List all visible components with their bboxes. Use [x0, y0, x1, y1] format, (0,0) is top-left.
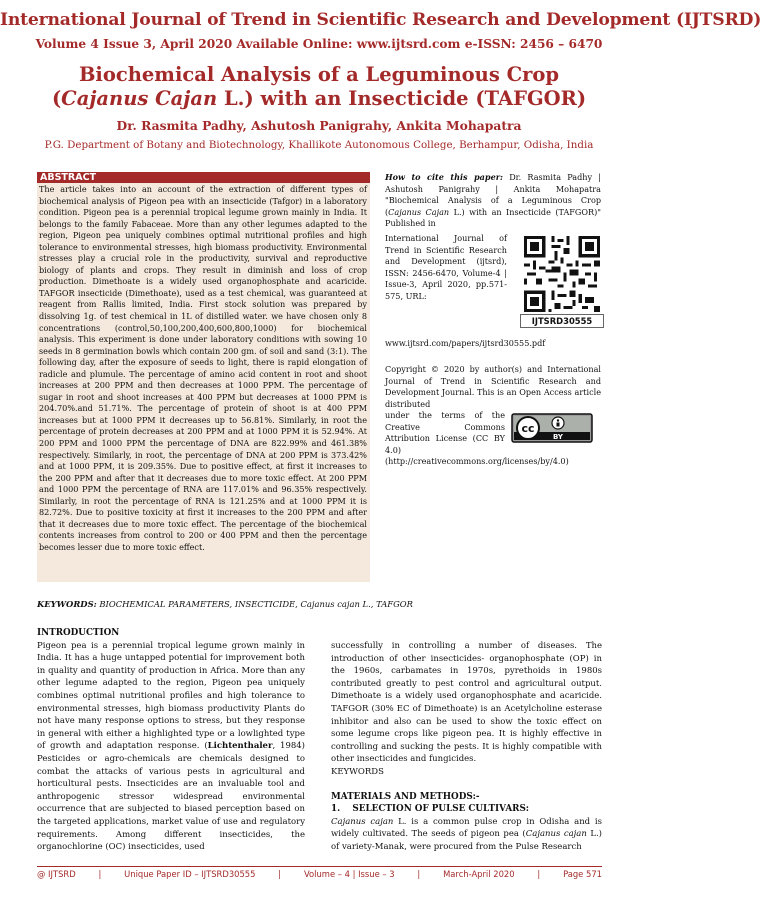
- intro-text-1: Pigeon pea is a perennial tropical legume grown mainly in India. It has a huge untapped potential for improvement both in quality and quantity of production in Africa. More than any other legume adapted to the region, Pigeon pea uniquely combines optimal nutritional profiles and high tolerance to environmental stresses, high biomass productivity Plants do not have many response options to stress, but they response in general with either a highlighted type or a lowlighted type of growth and adaptation response. (: [37, 640, 305, 752]
- methods-subheading: 1. SELECTION OF PULSE CULTIVARS:: [331, 804, 530, 815]
- intro-cite-name: Lichtenthaler: [207, 741, 273, 752]
- title-rest: L.) with an Insecticide (TAFGOR): [217, 87, 587, 110]
- footer-sep: |: [417, 869, 421, 879]
- methods-species-2: Cajanus cajan: [525, 829, 587, 840]
- introduction-heading: INTRODUCTION: [37, 628, 120, 638]
- paper-title: [0, 63, 638, 111]
- citation-details: International Journal of Trend in Scientific Research and Development (ijtsrd), ISSN: 2456-6470, Volume-4 | Issue-3, April 2020, pp.571-575, URL:: [385, 233, 507, 301]
- citation-label: How to cite this paper:: [385, 172, 503, 182]
- abstract-text: The article takes into an account of the extraction of different types of biochemical analysis of Pigeon pea with an insecticide (Tafgor) in a laboratory condition. Pigeon pea is a perennial tropical legume grown mainly in India. It belongs to the family Fabaceae. More than any other legumes adapted to the region, Pigeon pea uniquely combines optimal nutritional profiles and high tolerance to environmental stresses, high biomass productivity. Environmental stresses play a crucial role in the productivity, survival and reproductive biology of plants and crops. They result in diminish and loss of crop production. Dimethoate is a widely used organophosphate and acaricide. TAFGOR insecticide (Dimethoate), used as a test chemical, was guaranteed at reagent from Rallis limited, India. First stock solution was prepared by dissolving 1g. of test chemical in 1L of distilled water. we have chosen only 8 concentrations (control,50,100,200,400,600,800,1000) for biochemical analysis. This experiment is done under laboratory conditions with sowing 10 seeds in 8 germination bowls which contain 200 gm. of soil and sand (3:1). The following day, after the exposure of seeds to light, there is rapid elongation of radicle and plumule. The percentage of amino acid content in root and shoot increases at 200 PPM and then decreases at 1000 PPM. The percentage of sugar in root and shoot increases at 400 PPM but decreases at 1000 PPM is 204.70%.and 51.71%. The percentage of protein of shoot is at 400 PPM increases but at 1000 PPM it decreases up to 56.81%. Similarly, in root the percentage of protein decreases at 200 PPM and at 1000 PPM it is 52.94%. At 200 PPM and 1000 PPM the percentage of DNA are 822.99% and 461.38% respectively. Similarly, in root, the percentage of DNA at 200 PPM is 373.42% and at 1000 PPM, it is 209.35%. Due to positive effect, at first it increases to the 200 PPM and after that it decreases due to more toxic effect. At 200 PPM and 1000 PPM the percentage of RNA are 117.01% and 96.35% respectively. Similarly, in root the percentage of RNA is 121.25% and at 1000 PPM it is 82.72%. Due to positive toxicity at first it increases to the 200 PPM and after that it decreases due to more toxic effect. The percentage of the biochemical contents increases from control to 200 or 400 PPM and then the percentage becomes lesser due to more toxic effect.: [39, 184, 367, 552]
- license-terms: under the terms of the Creative Commons Attribution License (CC BY 4.0): [385, 410, 505, 455]
- citation-authors: Dr. Rasmita Padhy | Ashutosh Panigrahy | Ankita Mohapatra "Biochemical Analysis of a Leguminous Crop (: [385, 172, 601, 217]
- footer-divider: [37, 866, 602, 867]
- abstract-box: [37, 172, 370, 582]
- title-open-paren: (: [51, 87, 62, 110]
- abstract-heading: ABSTRACT: [37, 172, 370, 183]
- copyright-text: Copyright © 2020 by author(s) and International Journal of Trend in Scientific Research and Development Journal. This is an Open Access article distributed: [385, 364, 601, 409]
- title-species: Cajanus Cajan: [61, 87, 218, 110]
- citation-species: Cajanus Cajan: [388, 206, 450, 217]
- cc-badge-text: cc: [521, 422, 535, 435]
- introduction-paragraph: [37, 640, 305, 854]
- citation-intro: [385, 172, 601, 230]
- introduction-column: [37, 627, 305, 854]
- footer: [37, 869, 602, 879]
- qr-code-icon: [524, 236, 600, 312]
- keywords-text: BIOCHEMICAL PARAMETERS, INSECTICIDE, Cajanus cajan L., TAFGOR: [96, 599, 413, 609]
- footer-page: Page 571: [563, 869, 602, 879]
- footer-sep: |: [278, 869, 282, 879]
- right-column: [331, 640, 602, 854]
- footer-paper-id: Unique Paper ID – IJTSRD30555: [124, 869, 256, 879]
- paper-title-line1: Biochemical Analysis of a Leguminous Crop: [78, 63, 560, 86]
- paper-id-badge: IJTSRD30555: [520, 314, 604, 328]
- citation-url[interactable]: www.ijtsrd.com/papers/ijtsrd30555.pdf: [385, 338, 546, 348]
- methods-heading: MATERIALS AND METHODS:-: [331, 791, 480, 802]
- footer-date: March-April 2020: [443, 869, 515, 879]
- license-url[interactable]: (http://creativecommons.org/licenses/by/4.0): [385, 456, 569, 466]
- spacer: [331, 779, 602, 791]
- footer-journal: @ IJTSRD: [37, 869, 76, 879]
- methods-text-2: L.) of variety-Manak, were procured from the Pulse Research: [331, 829, 603, 852]
- methods-paragraph: [331, 816, 602, 854]
- journal-title: International Journal of Trend in Scientific Research and Development (IJTSRD): [0, 10, 761, 30]
- methods-text-1: L. is a common pulse crop in Odisha and is widely cultivated. The seeds of pigeon pea (: [331, 816, 602, 840]
- keywords: [37, 599, 602, 611]
- authors: Dr. Rasmita Padhy, Ashutosh Panigrahy, Ankita Mohapatra: [116, 118, 522, 133]
- intro-keywords-word: KEYWORDS: [331, 766, 384, 777]
- citation-rest: L.) with an Insecticide (TAFGOR)" Published in: [385, 206, 601, 229]
- affiliation: P.G. Department of Botany and Biotechnology, Khallikote Autonomous College, Berhampur, Odisha, India: [44, 139, 594, 151]
- by-badge-text: BY: [552, 433, 564, 441]
- footer-sep: |: [98, 869, 102, 879]
- intro-text-2: , 1984) Pesticides or agro-chemicals are chemicals designed to combat the attacks of various pests in agricultural and horticultural pests. Insecticides are an invaluable tool and anthropogenic stressor widespread environmental occurrence that are subjected to biased perception based on the targeted applications, market value of use and regulatory requirements. Among different insecticides, the organochlorine (OC) insecticides, used: [37, 741, 305, 853]
- cc-by-license-icon: [512, 414, 592, 442]
- methods-species: Cajanus cajan: [331, 816, 394, 827]
- keywords-label: KEYWORDS:: [37, 599, 97, 609]
- footer-sep: |: [537, 869, 541, 879]
- paper-title-line2: [0, 87, 638, 111]
- intro-continued: successfully in controlling a number of diseases. The introduction of other insecticides- organophosphate (OP) in the 1960s, carbamates in 1970s, pyrethoids in 1980s contributed greatly to pest control and agricultural output. Dimethoate is a widely used organophosphate and acaricide. TAFGOR (30% EC of Dimethoate) is an Acetylcholine esterase inhibitor and also can be used to show the toxic effect on some legume crops like pigeon pea. It is highly effective in controlling and sucking the pests. It is highly compatible with other insecticides and fungicides.: [331, 641, 602, 765]
- journal-issue-line: Volume 4 Issue 3, April 2020 Available Online: www.ijtsrd.com e-ISSN: 2456 – 6470: [35, 37, 603, 51]
- footer-volume: Volume – 4 | Issue – 3: [303, 869, 395, 879]
